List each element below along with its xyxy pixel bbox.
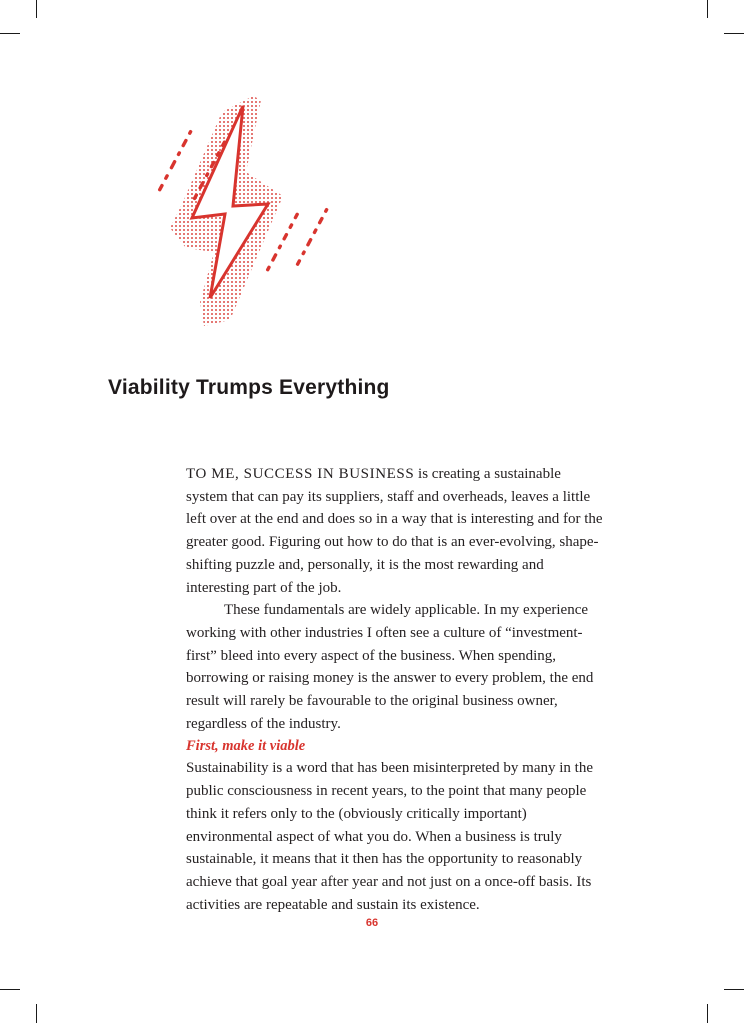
- paragraph: These fundamentals are widely applicable. In my experience working with other industries I often see a culture of “investment-first” bleed into every aspect of the business. When spending, borrowing or raising money is the answer to every problem, the end result will rarely be favourable to the original business owner, regardless of the industry.: [186, 602, 594, 732]
- paragraph-lead-in: TO ME, SUCCESS IN BUSINESS: [186, 466, 415, 482]
- crop-mark: [707, 1004, 708, 1023]
- crop-mark: [724, 989, 744, 990]
- crop-mark: [724, 33, 744, 34]
- crop-mark: [0, 989, 20, 990]
- page-number: 66: [365, 917, 379, 929]
- paragraph: Sustainability is a word that has been misinterpreted by many in the public consciousness in recent years, to the point that many people think it refers only to the (obviously critically important) environmental aspect of what you do. When a business is truly sustainable, it means that it then has the opportunity to reasonably achieve that goal year after year and not just on a once-off basis. Its activities are repeatable and sustain its existence.: [186, 760, 593, 913]
- paragraph: [186, 463, 606, 599]
- crop-mark: [0, 33, 20, 34]
- paragraph-text: is creating a sustainable system that can pay its suppliers, staff and overheads, leaves a little left over at the end and does so in a way that is interesting and for the greater good. Figuring out how to do that is an ever-evolving, shape-shifting puzzle and, personally, it is the most rewarding and interesting part of the job.: [186, 466, 603, 596]
- crop-mark: [36, 1004, 37, 1023]
- crop-mark: [707, 0, 708, 18]
- lightning-bolt-icon: [118, 88, 358, 338]
- body-text: [186, 463, 606, 916]
- crop-mark: [36, 0, 37, 18]
- chapter-title: Viability Trumps Everything: [108, 376, 390, 399]
- subheading: First, make it viable: [186, 738, 306, 755]
